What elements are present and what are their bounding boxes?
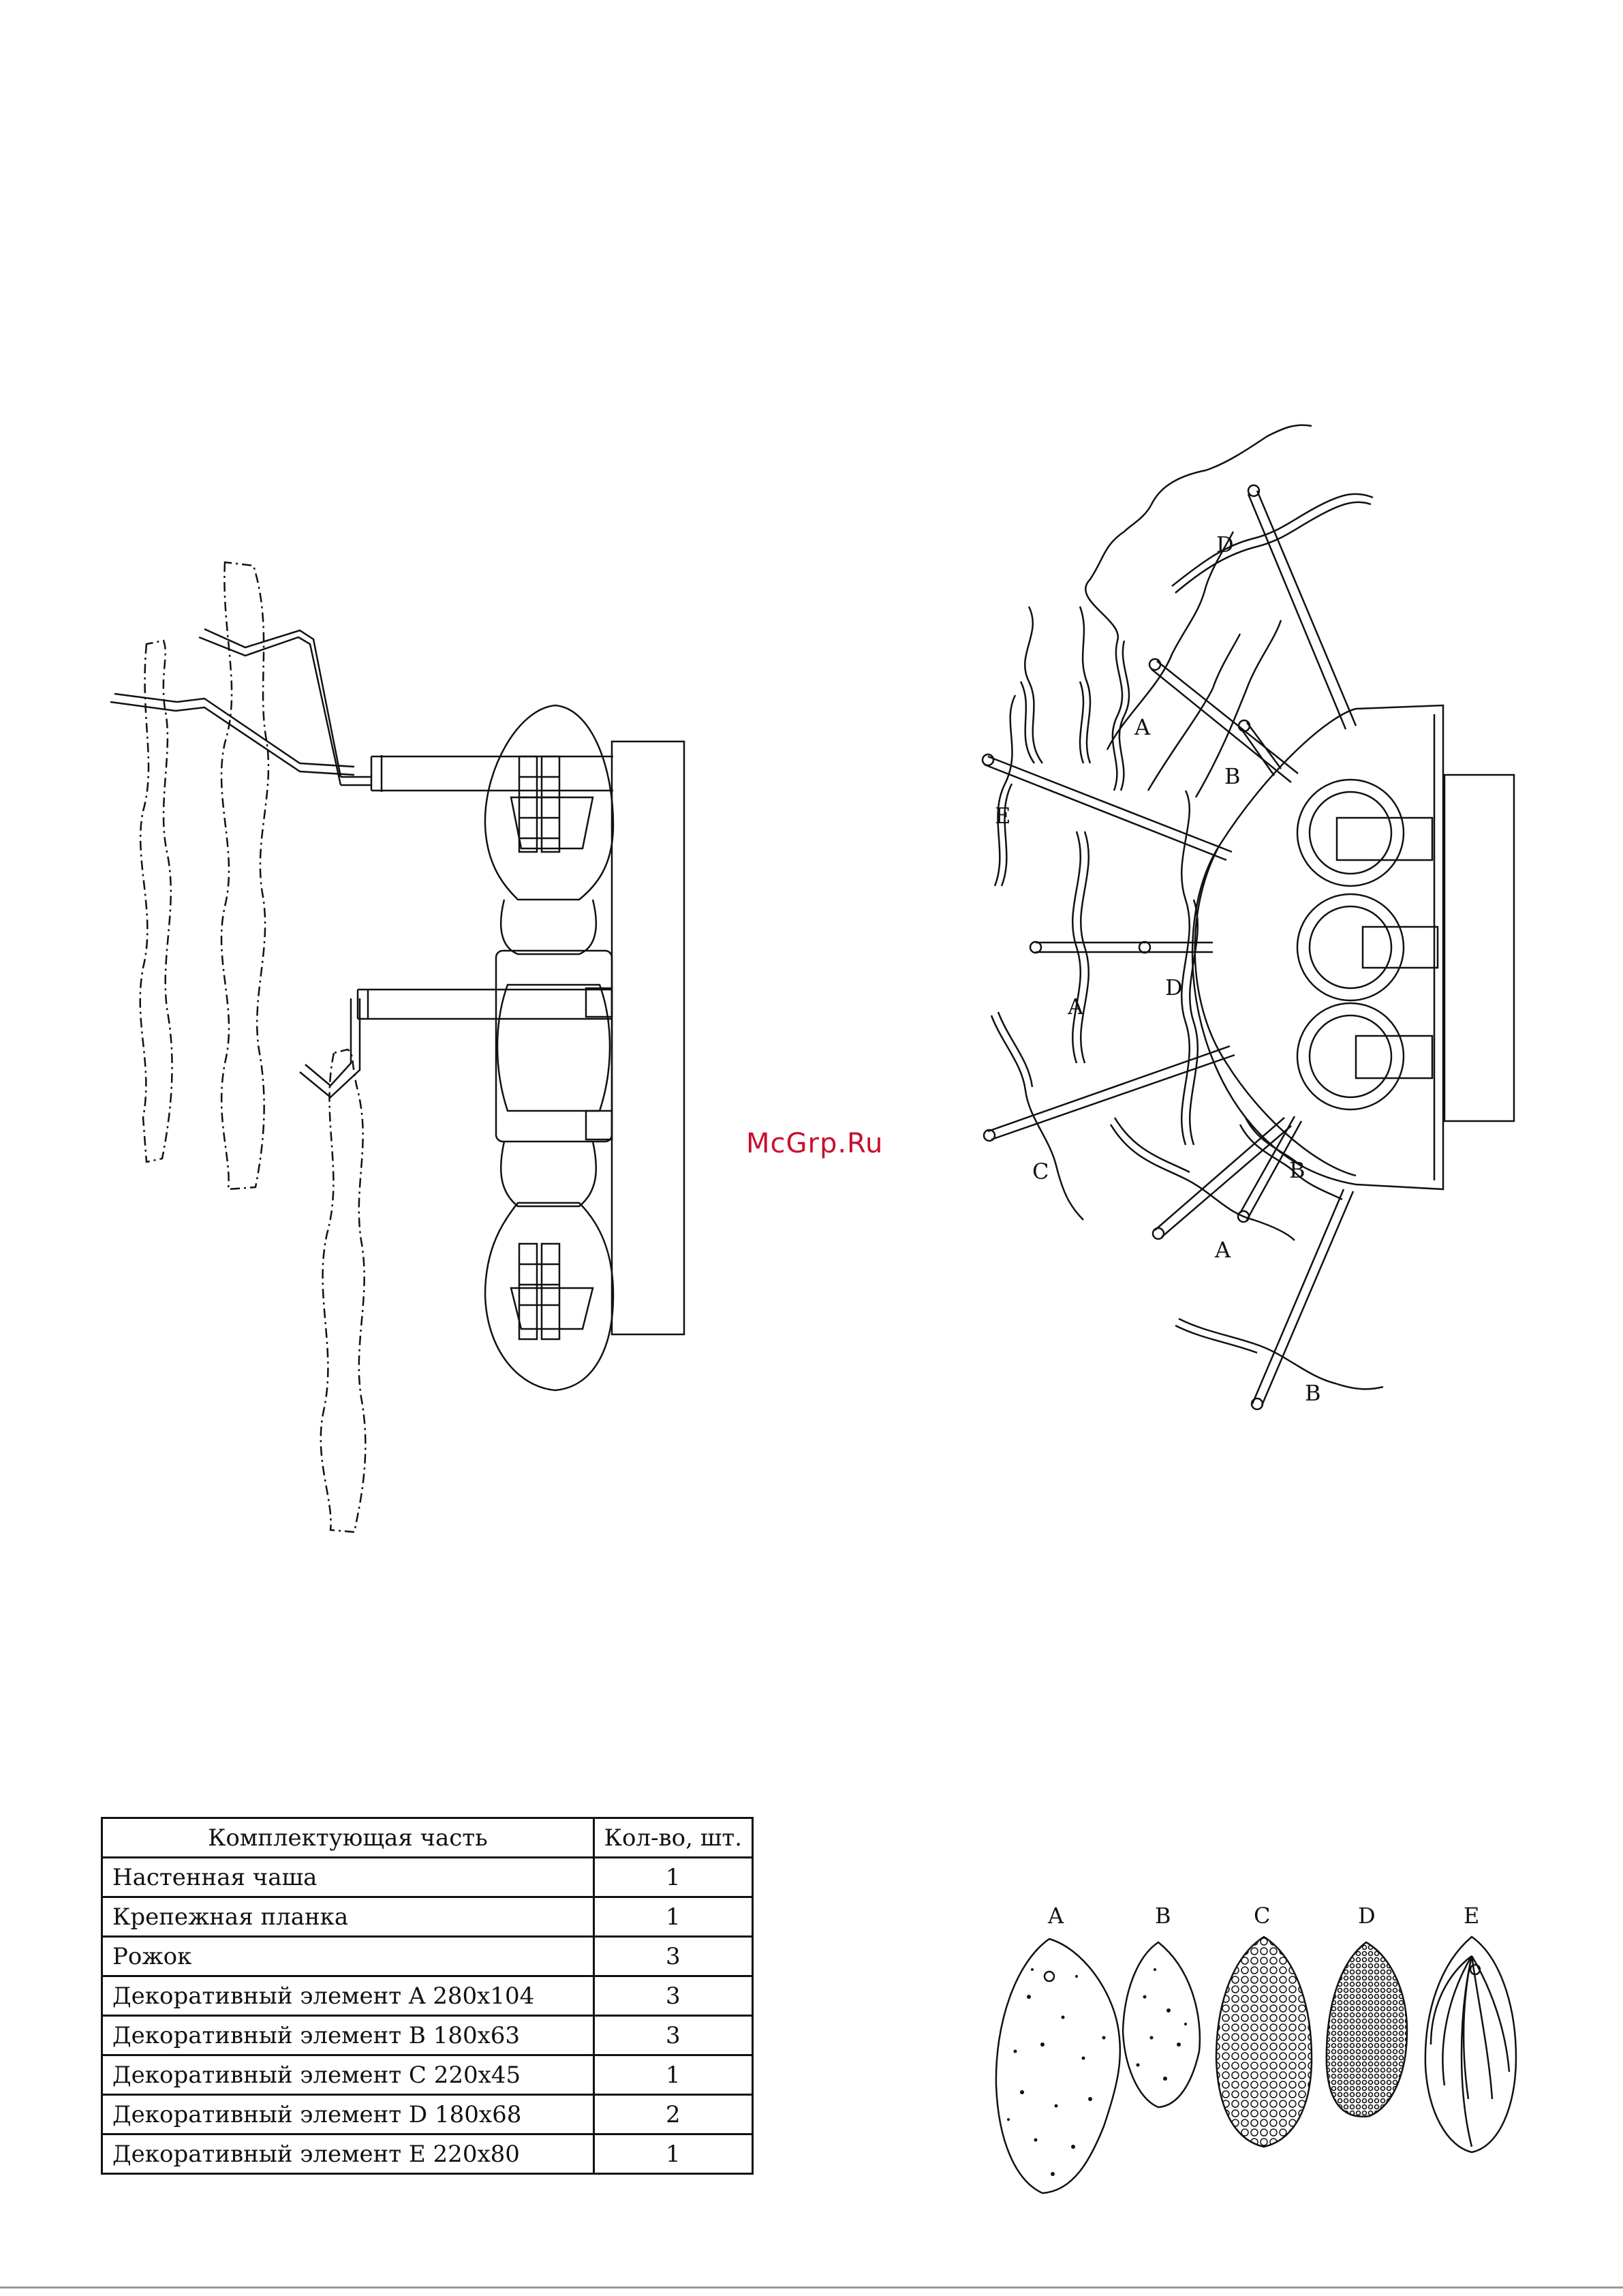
leaf-label-d: D xyxy=(1358,1903,1376,1929)
table-row xyxy=(102,1858,753,1897)
table-header-row xyxy=(102,1818,753,1858)
parts-table xyxy=(101,1817,754,2175)
part-name: Декоративный элемент A 280x104 xyxy=(102,1976,594,2016)
leaf-a xyxy=(996,1939,1120,2193)
leaf-label-e: E xyxy=(1464,1903,1480,1929)
part-qty: 3 xyxy=(593,1976,752,2016)
part-name: Декоративный элемент E 220x80 xyxy=(102,2134,594,2174)
page-bottom-rule xyxy=(0,2286,1623,2289)
table-row xyxy=(102,2095,753,2134)
part-qty: 1 xyxy=(593,1858,752,1897)
table-row xyxy=(102,2016,753,2055)
leaf-samples xyxy=(996,1903,1516,2193)
table-row xyxy=(102,1976,753,2016)
part-name: Настенная чаша xyxy=(102,1858,594,1897)
part-qty: 1 xyxy=(593,2055,752,2095)
part-name: Рожок xyxy=(102,1937,594,1976)
header-qty: Кол-во, шт. xyxy=(593,1818,752,1858)
part-name: Крепежная планка xyxy=(102,1897,594,1937)
label-a-3: A xyxy=(1215,1237,1231,1263)
label-c-1: C xyxy=(1032,1159,1049,1184)
hanging-strip-3 xyxy=(321,1050,366,1532)
label-a-2: A xyxy=(1068,994,1084,1020)
label-b-1: B xyxy=(1224,763,1241,789)
label-d-1: D xyxy=(1216,532,1234,557)
part-name: Декоративный элемент C 220x45 xyxy=(102,2055,594,2095)
part-qty: 2 xyxy=(593,2095,752,2134)
leaf-label-b: B xyxy=(1155,1903,1171,1929)
lower-arm xyxy=(358,990,612,1019)
table-row xyxy=(102,2134,753,2174)
lower-lamp-bulb xyxy=(485,1203,613,1390)
wavy-elements xyxy=(991,425,1383,1390)
top-view-drawing xyxy=(983,425,1514,1409)
part-name: Декоративный элемент B 180x63 xyxy=(102,2016,594,2055)
label-e-1: E xyxy=(995,803,1011,829)
part-qty: 1 xyxy=(593,2134,752,2174)
part-name: Декоративный элемент D 180x68 xyxy=(102,2095,594,2134)
label-d-2: D xyxy=(1165,975,1183,1000)
table-row xyxy=(102,1897,753,1937)
leaf-label-a: A xyxy=(1048,1903,1064,1929)
lamp-body xyxy=(496,951,612,1142)
upper-lamp-bulb xyxy=(485,705,613,900)
part-qty: 3 xyxy=(593,1937,752,1976)
watermark: McGrp.Ru xyxy=(746,1128,884,1159)
leaf-label-c: C xyxy=(1254,1903,1271,1929)
part-qty: 1 xyxy=(593,1897,752,1937)
label-a-1: A xyxy=(1134,714,1151,740)
leaf-b xyxy=(1123,1942,1200,2107)
table-row xyxy=(102,2055,753,2095)
leaf-c xyxy=(1216,1937,1312,2147)
part-qty: 3 xyxy=(593,2016,752,2055)
top-wall-plate xyxy=(1444,775,1514,1121)
table-row xyxy=(102,1937,753,1976)
header-part: Комплектующая часть xyxy=(102,1818,594,1858)
upper-arm xyxy=(371,756,613,791)
wall-plate xyxy=(612,741,684,1334)
side-view-drawing xyxy=(110,562,684,1532)
leaf-d xyxy=(1327,1942,1407,2117)
radial-rods xyxy=(983,485,1356,1409)
label-b-3: B xyxy=(1305,1380,1321,1406)
label-b-2: B xyxy=(1289,1157,1305,1183)
hanging-strip-1 xyxy=(140,641,172,1162)
